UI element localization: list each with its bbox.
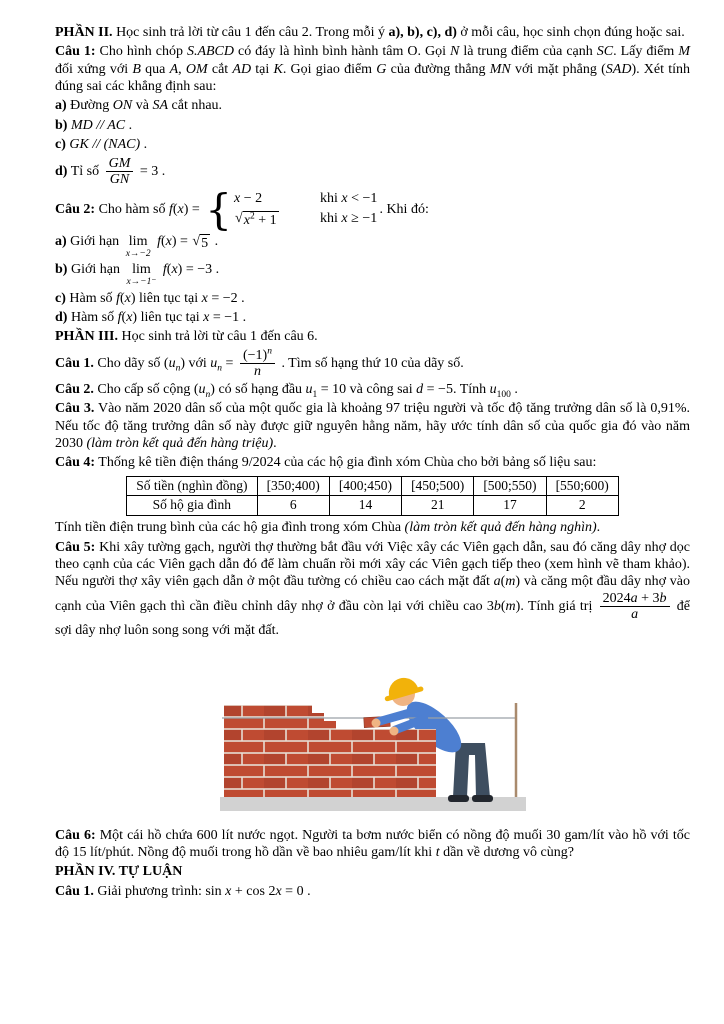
table-cell: [400;450) [329, 476, 401, 496]
part4-header: PHẦN IV. TỰ LUẬN [55, 864, 183, 880]
part2-q1-item-b: b) MD // AC . [55, 117, 133, 133]
table-cell: 14 [329, 496, 401, 516]
illustration-container [55, 645, 690, 822]
electricity-bill-table [126, 476, 619, 516]
part3-q5: Câu 5: Khi xây tường gạch, người thợ thường bắt đầu với Việc xây các Viên gạch dẫn, sau đó căng dây nhợ dọc theo cạnh của các Viên gạch dẫn đó để làm chuẩn rồi mới xây các Viên gạch tiếp theo (xem hình vẽ tham khảo). Nếu người thợ xây viên gạch dẫn ở một đầu tường có chiều cao cách mặt đất a(m) và căng một đầu dây nhợ vào cạnh của Viên gạch thì cần điều chỉnh dây nhợ ở đầu còn lại với chiều cao 3b(m). Tính giá trị $\frac{2024a + 3b}{a}$ để sợi dây nhợ luôn song song với mặt đất. [55, 539, 691, 638]
part3-q2: Câu 2. Cho cấp số cộng $(u_n)$ có số hạng đầu $u_1 = 10$ và công sai d = −5. Tính $u_{100}$ . [55, 381, 518, 400]
limit: lim x→−1⁻ [126, 262, 157, 288]
fraction: $\frac{GM}{GN}$ [106, 156, 134, 187]
table-cell: 2 [546, 496, 618, 516]
table-cell: [500;550) [474, 476, 546, 496]
part3-header: PHẦN III. Học sinh trả lời từ câu 1 đến câu 6. [55, 329, 318, 345]
table-cell: 6 [257, 496, 329, 516]
curly-brace: { [205, 184, 233, 234]
table-cell-amount-label: Số tiền (nghìn đồng) [127, 476, 257, 496]
part3-q4-intro: Câu 4: Thống kê tiền điện tháng 9/2024 của các hộ gia đình xóm Chùa cho bởi bảng số liệu sau: [55, 455, 597, 471]
part2-q1-item-a: a) Đường ON và SA cắt nhau. [55, 98, 223, 114]
limit: lim x→−2 [125, 233, 151, 259]
table-cell: [550;600) [546, 476, 618, 496]
piecewise-function: { x − 2 khi x < −1 √ $x^2 + 1$ khi x ≥ −1 [205, 184, 378, 234]
bricklayer-illustration [220, 645, 526, 817]
table-cell: [350;400) [257, 476, 329, 496]
fraction: $\frac{(-1)^n}{n}$ [240, 348, 275, 379]
part3-q4-outro: Tính tiền điện trung bình của các hộ gia đình trong xóm Chùa (làm tròn kết quả đến hàng nghìn). [55, 520, 601, 536]
table-row-amount [127, 476, 619, 496]
part2-q2-item-d: d) Hàm số f(x) liên tục tại x = −1 . [55, 309, 247, 325]
shoe-right [472, 795, 493, 802]
table-cell: 21 [402, 496, 474, 516]
part2-q2-item-c: c) Hàm số f(x) liên tục tại x = −2 . [55, 290, 245, 306]
brick-wall-lead-step [224, 705, 336, 729]
sqrt-radical: √ 5 [192, 233, 209, 251]
hand-right [389, 727, 398, 736]
part2-header: PHẦN II. Học sinh trả lời từ câu 1 đến câu 2. Trong mỗi ý a), b), c), d) ở mỗi câu, học sinh chọn đúng hoặc sai. [55, 25, 685, 40]
fraction: $\frac{2024a + 3b}{a}$ [600, 591, 670, 622]
part2-q2-item-a: a) Giới hạn lim x→−2 f(x) = √ 5 . [55, 233, 219, 259]
sqrt-radical: √ $x^2 + 1$ [235, 210, 277, 228]
table-row-households [127, 496, 619, 516]
table-cell: 17 [474, 496, 546, 516]
brick-wall [224, 729, 436, 797]
part3-q3: Câu 3. Vào năm 2020 dân số của một quốc gia là khoảng 97 triệu người và tốc độ tăng trưởng dân số là 0,91%. Nếu tốc độ tăng trưởng dân số này được giữ nguyên hằng năm, hãy ước tính dân số của quốc gia đó vào năm 2030 (làm tròn kết quả đến hàng triệu). [55, 401, 690, 451]
part3-q1: Câu 1. Cho dãy số $(u_n)$ với $u_n$ = $\frac{(-1)^n}{n}$ . Tìm số hạng thứ 10 của dãy số. [55, 346, 464, 379]
part2-q1-item-d: d) Tỉ số $\frac{GM}{GN}$ = 3 . [55, 155, 166, 187]
part2-q1-stem: Câu 1: Cho hình chóp S.ABCD có đáy là hình bình hành tâm O. Gọi N là trung điểm của cạnh SC. Lấy điểm M đối xứng với B qua A, OM cắt AD tại K. Gọi giao điểm G của đường thẳng MN với mặt phẳng (SAD). Xét tính đúng sai các khẳng định sau: [55, 44, 691, 95]
part2-q2-stem: Câu 2: Cho hàm số f(x) = { x − 2 khi x < −1 √ $x^2 + 1$ khi x ≥ −1 . Khi đó: [55, 184, 429, 234]
part2-q1-item-c: c) GK // (NAC) . [55, 137, 148, 153]
table-cell: [450;500) [402, 476, 474, 496]
shoe-left [448, 795, 469, 802]
hand-left [371, 719, 380, 728]
pants [453, 743, 490, 797]
part3-q6: Câu 6: Một cái hồ chứa 600 lít nước ngọt. Người ta bơm nước biển có nồng độ muối 30 gam/lít vào hồ với tốc độ 15 lít/phút. Nồng độ muối trong hồ dần về bao nhiêu gam/lít khi t dần về dương vô cùng? [55, 827, 690, 860]
part4-q1: Câu 1. Giải phương trình: sin x + cos 2x = 0 . [55, 883, 311, 899]
part2-q2-item-b: b) Giới hạn lim x→−1⁻ f(x) = −3 . [55, 262, 220, 288]
table-cell-household-label: Số hộ gia đình [127, 496, 257, 516]
